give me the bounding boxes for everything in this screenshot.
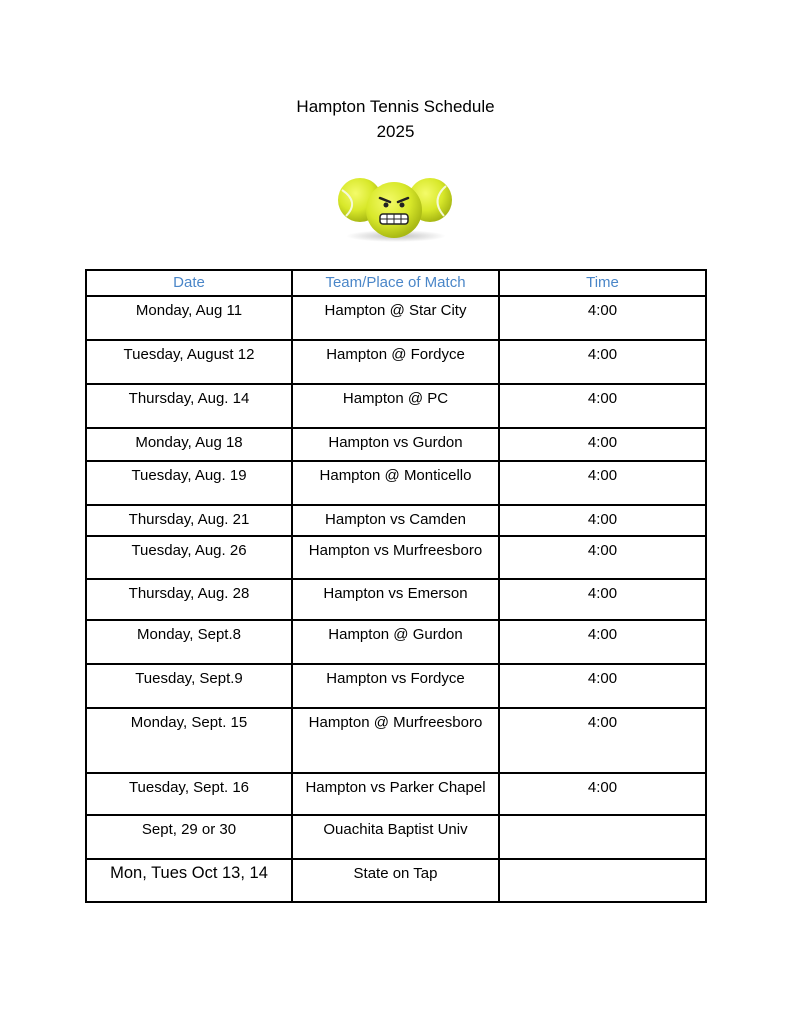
date-cell: Tuesday, August 12 — [86, 340, 292, 384]
match-cell: Hampton @ Fordyce — [292, 340, 499, 384]
page-year: 2025 — [376, 122, 415, 141]
time-cell: 4:00 — [499, 536, 706, 579]
date-cell: Thursday, Aug. 28 — [86, 579, 292, 620]
date-cell: Tuesday, Sept.9 — [86, 664, 292, 708]
match-cell: Hampton @ Gurdon — [292, 620, 499, 664]
time-cell: 4:00 — [499, 579, 706, 620]
match-cell: Hampton @ PC — [292, 384, 499, 428]
table-row — [86, 620, 706, 664]
tennis-balls-icon — [336, 172, 456, 244]
date-cell: Tuesday, Aug. 19 — [86, 461, 292, 505]
table-row — [86, 340, 706, 384]
match-cell: Hampton @ Murfreesboro — [292, 708, 499, 773]
time-cell: 4:00 — [499, 340, 706, 384]
table-row — [86, 859, 706, 902]
match-cell: Hampton vs Emerson — [292, 579, 499, 620]
date-cell: Sept, 29 or 30 — [86, 815, 292, 859]
column-header-date: Date — [86, 270, 292, 296]
table-row — [86, 505, 706, 536]
time-cell — [499, 815, 706, 859]
time-cell: 4:00 — [499, 428, 706, 461]
time-cell — [499, 859, 706, 902]
date-cell: Tuesday, Aug. 26 — [86, 536, 292, 579]
match-cell: Hampton vs Fordyce — [292, 664, 499, 708]
time-cell: 4:00 — [499, 296, 706, 340]
table-row — [86, 579, 706, 620]
match-cell: Hampton vs Murfreesboro — [292, 536, 499, 579]
schedule-table — [85, 269, 707, 903]
table-row — [86, 296, 706, 340]
table-row — [86, 428, 706, 461]
date-cell: Thursday, Aug. 14 — [86, 384, 292, 428]
match-cell: Hampton @ Star City — [292, 296, 499, 340]
match-cell: Ouachita Baptist Univ — [292, 815, 499, 859]
match-cell: Hampton @ Monticello — [292, 461, 499, 505]
date-cell: Mon, Tues Oct 13, 14 — [86, 859, 292, 902]
time-cell: 4:00 — [499, 384, 706, 428]
date-cell: Monday, Aug 18 — [86, 428, 292, 461]
date-cell: Tuesday, Sept. 16 — [86, 773, 292, 815]
column-header-time: Time — [499, 270, 706, 296]
time-cell: 4:00 — [499, 664, 706, 708]
table-row — [86, 815, 706, 859]
date-cell: Thursday, Aug. 21 — [86, 505, 292, 536]
date-cell: Monday, Sept. 15 — [86, 708, 292, 773]
table-row — [86, 536, 706, 579]
time-cell: 4:00 — [499, 505, 706, 536]
table-row — [86, 773, 706, 815]
table-row — [86, 708, 706, 773]
time-cell: 4:00 — [499, 461, 706, 505]
match-cell: Hampton vs Gurdon — [292, 428, 499, 461]
match-cell: Hampton vs Camden — [292, 505, 499, 536]
table-row — [86, 664, 706, 708]
match-cell: State on Tap — [292, 859, 499, 902]
table-row — [86, 384, 706, 428]
time-cell: 4:00 — [499, 773, 706, 815]
table-header-row — [86, 270, 706, 296]
time-cell: 4:00 — [499, 708, 706, 773]
match-cell: Hampton vs Parker Chapel — [292, 773, 499, 815]
time-cell: 4:00 — [499, 620, 706, 664]
page-title: Hampton Tennis Schedule — [296, 97, 495, 116]
table-row — [86, 461, 706, 505]
date-cell: Monday, Aug 11 — [86, 296, 292, 340]
column-header-match: Team/Place of Match — [292, 270, 499, 296]
date-cell: Monday, Sept.8 — [86, 620, 292, 664]
